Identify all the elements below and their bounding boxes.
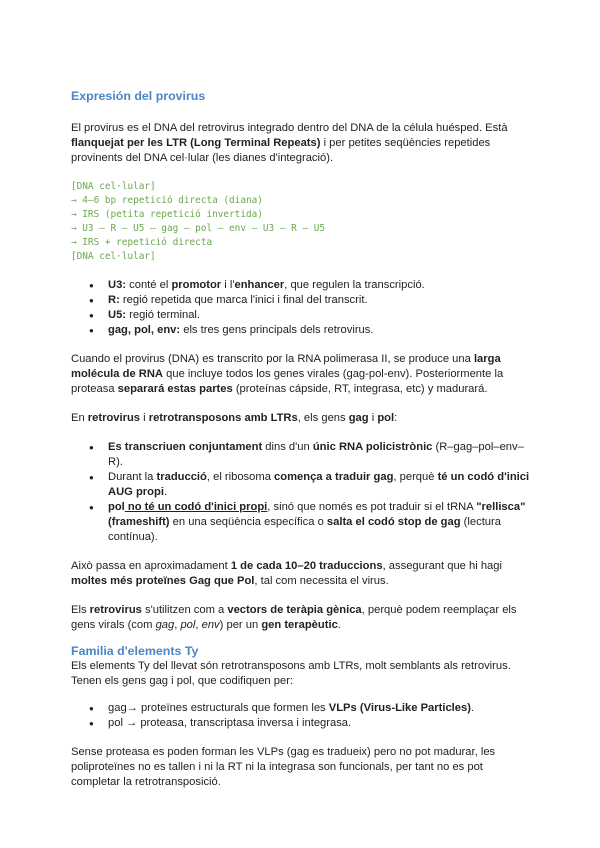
bold-text: gag, pol, env: (108, 324, 181, 336)
code-line: [DNA cel·lular] (71, 251, 156, 262)
list-item-r (71, 293, 533, 308)
list-item-u3 (71, 278, 533, 293)
text: dins d'un (262, 441, 313, 453)
italic-text: gag (155, 619, 175, 631)
bold-text: Es transcriuen conjuntament (108, 441, 263, 453)
bold-underlined-text: no té un codó d'inici propi (124, 501, 268, 513)
text: regió terminal. (126, 309, 201, 321)
document-content (71, 88, 533, 790)
bold-text: salta el codó stop de gag (326, 516, 461, 528)
text: i per petites seqüències repetides provinents del DNA cel·lular (les dianes d'integració). (71, 137, 491, 164)
text: , perquè podem reemplaçar els gens virals (com (71, 604, 517, 631)
code-block-ltr-structure (71, 180, 533, 264)
bold-text: pol (108, 501, 125, 513)
list-item-gag (71, 701, 533, 716)
text: , el ribosoma (206, 471, 275, 483)
text: (proteínas cápside, RT, integrasa, etc) y madurará. (232, 383, 488, 395)
bold-text: VLPs (Virus-Like Particles) (328, 702, 471, 714)
paragraph-ty-outro: Sense proteasa es poden forman les VLPs (gag es tradueix) pero no pot madurar, les poliproteïnes no es tallen i ni la RT ni la integrasa son funcionals, per tant no es pot completar la retrotransposició. (71, 746, 496, 788)
bold-text: vectors de teràpia gènica (227, 604, 362, 616)
code-line: → U3 – R – U5 – gag – pol – env – U3 – R – U5 (71, 223, 325, 234)
bold-text: té un codó d'inici AUG propi (108, 471, 530, 498)
paragraph-transcription (71, 352, 533, 397)
text: s'utilitzen com a (141, 604, 228, 616)
text: Durant la (108, 471, 157, 483)
bold-text: larga molécula de RNA (71, 353, 501, 380)
text: , tal com necessita el virus. (254, 575, 389, 587)
text: . (470, 702, 475, 714)
text: Cuando el provirus (DNA) es transcrito por la RNA polimerasa II, se produce una (71, 353, 474, 365)
text: en una seqüència específica o (169, 516, 327, 528)
text: i (368, 412, 378, 424)
bullet-list-ltr-regions (71, 278, 533, 338)
text: que incluye todos los genes virales (gag-pol-env). Posteriormente la proteasa (71, 368, 504, 395)
list-item-translation (71, 470, 533, 500)
list-item-genes (71, 323, 533, 338)
bold-text: R: (108, 294, 120, 306)
text: , assegurant que hi hagi (382, 560, 502, 572)
italic-text: env (201, 619, 220, 631)
text: els tres gens principals dels retrovirus. (180, 324, 374, 336)
bold-text: retrovirus (87, 412, 141, 424)
text: Això passa en aproximadament (71, 560, 231, 572)
paragraph-frequency (71, 559, 533, 589)
bullet-list-ty-genes (71, 701, 533, 731)
bold-text: promotor (171, 279, 222, 291)
paragraph-ty-intro: Els elements Ty del llevat són retrotransposons amb LTRs, molt semblants als retrovirus. Tenen els gens gag i pol, que codifiquen per: (71, 660, 511, 687)
bold-text: gen terapèutic (261, 619, 338, 631)
text: i l' (221, 279, 235, 291)
bold-text: pol (377, 412, 395, 424)
text: conté el (126, 279, 172, 291)
list-item-u5 (71, 308, 533, 323)
paragraph-gene-therapy (71, 603, 533, 633)
bold-text: únic RNA policistrònic (312, 441, 433, 453)
text: Els (71, 604, 90, 616)
text: . (163, 486, 168, 498)
text: , que regulen la transcripció. (284, 279, 425, 291)
bold-text: 1 de cada 10–20 traduccions (230, 560, 383, 572)
text: i (140, 412, 149, 424)
list-item-frameshift (71, 500, 533, 545)
text: , perquè (393, 471, 438, 483)
section-heading-ty-elements: Familia d'elements Ty (71, 644, 199, 658)
paragraph-provirus-intro (71, 121, 533, 166)
text: , (195, 619, 202, 631)
bold-text: U5: (108, 309, 127, 321)
bold-text: flanquejat per les LTR (Long Terminal Repeats) (71, 137, 321, 149)
code-line: → IRS (petita repetició invertida) (71, 209, 263, 220)
bold-text: "rellisca" (frameshift) (108, 501, 526, 528)
bold-text: gag (348, 412, 369, 424)
list-item-transcription (71, 440, 533, 470)
text: gag→ proteïnes estructurals que formen les (108, 702, 329, 714)
text: En (71, 412, 88, 424)
text: , (174, 619, 181, 631)
bold-text: moltes més proteïnes Gag que Pol (71, 575, 255, 587)
bold-text: U3: (108, 279, 127, 291)
bold-text: traducció (156, 471, 207, 483)
text: (R–gag–pol–env–R). (108, 441, 524, 468)
text: , els gens (297, 412, 349, 424)
code-line: → 4–6 bp repetició directa (diana) (71, 195, 263, 206)
section-heading-provirus: Expresión del provirus (71, 89, 206, 103)
bold-text: enhancer (234, 279, 285, 291)
text: regió repetida que marca l'inici i final del transcrit. (119, 294, 368, 306)
bold-text: separará estas partes (117, 383, 233, 395)
text: . (337, 619, 341, 631)
text: (lectura contínua). (108, 516, 501, 543)
list-item-pol: ● pol → proteasa, transcriptasa inversa i integrasa. (71, 716, 533, 731)
bold-text: comença a traduir gag (274, 471, 394, 483)
text: : (394, 412, 398, 424)
bullet-list-gag-pol (71, 440, 533, 545)
bold-text: retrovirus (89, 604, 142, 616)
text: El provirus es el DNA del retrovirus integrado dentro del DNA de la célula huésped. Està (71, 122, 508, 134)
text: , sinó que només es pot traduir si el tRNA (267, 501, 477, 513)
text: ) per un (219, 619, 262, 631)
italic-text: pol (180, 619, 196, 631)
bold-text: retrotransposons amb LTRs (148, 412, 298, 424)
code-line: [DNA cel·lular] (71, 181, 156, 192)
paragraph-gag-pol-intro (71, 411, 533, 426)
code-line: → IRS + repetició directa (71, 237, 213, 248)
